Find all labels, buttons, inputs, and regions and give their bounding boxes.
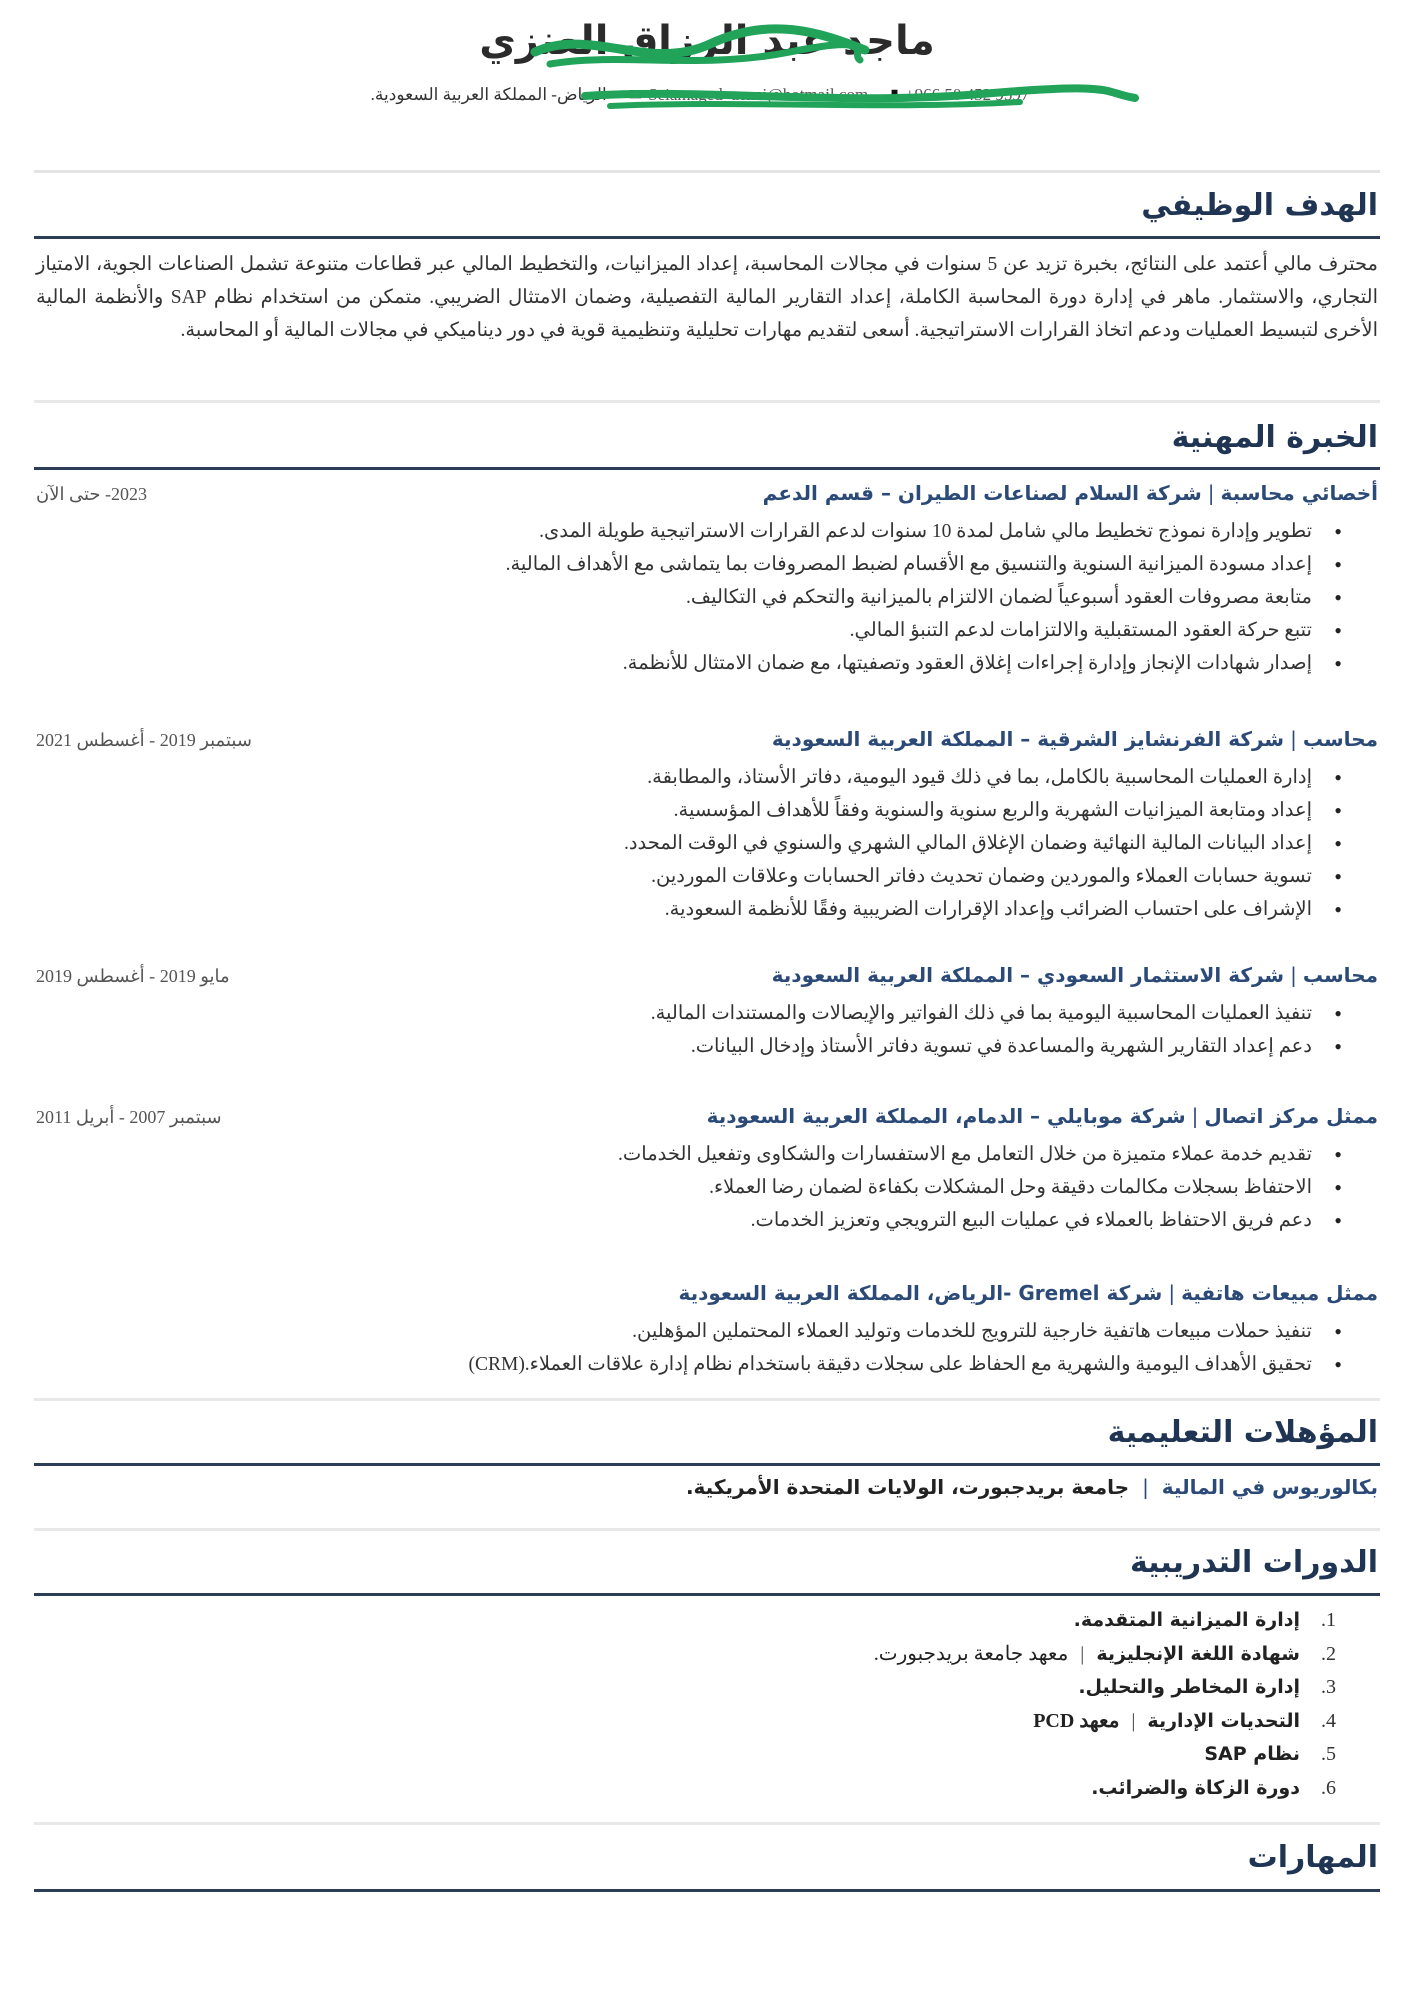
- course-title: التحديات الإدارية: [1147, 1709, 1300, 1732]
- list-item: [874, 1738, 1336, 1772]
- courses-end-divider: [34, 1822, 1380, 1825]
- job-company: شركة الاستثمار السعودي – المملكة العربية السعودية: [771, 963, 1285, 987]
- job-entry: [36, 1281, 1378, 1381]
- objective-summary: محترف مالي أعتمد على النتائج، بخبرة تزيد عن 5 سنوات في مجالات المحاسبة، إعداد الميزانيات، والتخطيط المالي عبر قطاعات متنوعة تشمل الصناعات الجوية، الامتياز التجاري، والاستثمار. ماهر في إدارة دورة المحاسبة الكاملة، إعداد التقارير المالية التفصيلية، وضمان الامتثال الضريبي. متمكن من استخدام نظام SAP والأنظمة المالية الأخرى لتبسيط العمليات ودعم اتخاذ القرارات الاستراتيجية. أسعى لتقديم مهارات تحليلية وتنظيمية قوية في دور ديناميكي في مجالات المالية أو المحاسبة.: [36, 254, 1378, 341]
- list-item: • إعداد البيانات المالية النهائية وضمان الإغلاق المالي الشهري والسنوي في الوقت المحدد.: [36, 827, 1342, 860]
- list-item: • دعم فريق الاحتفاظ بالعملاء في عمليات البيع الترويجي وتعزيز الخدمات.: [36, 1204, 1342, 1237]
- list-item: 4. التحديات الإدارية | معهد PCD: [874, 1705, 1336, 1739]
- candidate-name: ماجد عبد الرزاق العنزي: [479, 18, 935, 64]
- section-education-title: المؤهلات التعليمية: [1107, 1415, 1378, 1450]
- course-title: إدارة الميزانية المتقدمة.: [1073, 1609, 1300, 1631]
- job-header: [36, 1104, 1378, 1138]
- job-title: محاسب|شركة الاستثمار السعودي – المملكة العربية السعودية: [771, 963, 1378, 987]
- envelope-icon: ✉: [628, 87, 643, 104]
- job-role: محاسب: [1302, 727, 1378, 751]
- course-title: نظام SAP: [1204, 1743, 1300, 1765]
- objective-end-divider: [34, 400, 1380, 403]
- phone-icon: ▮: [890, 87, 899, 104]
- location-text: الرياض- المملكة العربية السعودية.: [370, 85, 607, 104]
- list-item: [874, 1604, 1336, 1638]
- experience-end-divider: [34, 1398, 1380, 1401]
- list-item: • إصدار شهادات الإنجاز وإدارة إجراءات إغلاق العقود وتصفيتها، مع ضمان الامتثال للأنظمة.: [36, 647, 1342, 680]
- job-header: [36, 1281, 1378, 1315]
- contact-email[interactable]: [629, 85, 868, 105]
- contact-location: [371, 85, 607, 105]
- job-date: سبتمبر 2019 - أغسطس 2021: [36, 730, 252, 750]
- job-entry: [36, 481, 1378, 680]
- job-header: [36, 481, 1378, 515]
- course-number: 2.: [1321, 1642, 1336, 1665]
- header-divider: [34, 170, 1380, 173]
- job-date: 2023- حتى الآن: [36, 484, 148, 504]
- contact-phone: [890, 85, 1029, 105]
- list-item: 2. شهادة اللغة الإنجليزية | معهد جامعة بريدجبورت.: [874, 1638, 1336, 1672]
- courses-rule: [34, 1593, 1380, 1596]
- section-experience-title: الخبرة المهنية: [1171, 420, 1378, 455]
- job-entry: [36, 1104, 1378, 1237]
- education-end-divider: [34, 1528, 1380, 1531]
- course-title: شهادة اللغة الإنجليزية: [1096, 1642, 1300, 1665]
- job-title: أخصائي محاسبة|شركة السلام لصناعات الطيران – قسم الدعم: [762, 481, 1378, 505]
- job-company: شركة السلام لصناعات الطيران – قسم الدعم: [762, 481, 1202, 505]
- course-number: 3.: [1321, 1676, 1336, 1698]
- job-bullets: [36, 1315, 1378, 1381]
- job-title: ممثل مركز اتصال|شركة موبايلي – الدمام، المملكة العربية السعودية: [706, 1104, 1378, 1128]
- job-role: ممثل مركز اتصال: [1204, 1104, 1378, 1128]
- skills-rule: [34, 1889, 1380, 1892]
- experience-rule: [34, 467, 1380, 470]
- list-item: • تنفيذ حملات مبيعات هاتفية خارجية للترويج للخدمات وتوليد العملاء المحتملين المؤهلين.: [36, 1315, 1342, 1348]
- job-header: [36, 727, 1378, 761]
- list-item: • الإشراف على احتساب الضرائب وإعداد الإقرارات الضريبية وفقًا للأنظمة السعودية.: [36, 893, 1342, 926]
- list-item: • تتبع حركة العقود المستقبلية والالتزامات لدعم التنبؤ المالي.: [36, 614, 1342, 647]
- job-role: محاسب: [1302, 963, 1378, 987]
- course-number: 5.: [1321, 1743, 1336, 1765]
- section-skills-title: المهارات: [1247, 1840, 1378, 1875]
- list-item: • إدارة العمليات المحاسبية بالكامل، بما في ذلك قيود اليومية، دفاتر الأستاذ، والمطابقة.: [36, 761, 1342, 794]
- list-item: • إعداد مسودة الميزانية السنوية والتنسيق مع الأقسام لضبط المصروفات بما يتماشى مع الأهداف المالية.: [36, 548, 1342, 581]
- course-number: 4.: [1321, 1709, 1336, 1732]
- job-entry: [36, 963, 1378, 1063]
- job-entry: [36, 727, 1378, 926]
- email-address[interactable]: Seiamaged_aenzi@hotmail.com: [648, 85, 869, 104]
- job-bullets: [36, 1138, 1378, 1237]
- course-provider: معهد جامعة بريدجبورت.: [873, 1642, 1069, 1665]
- course-provider: معهد PCD: [1033, 1709, 1120, 1732]
- list-item: • الاحتفاظ بسجلات مكالمات دقيقة وحل المشكلات بكفاءة لضمان رضا العملاء.: [36, 1171, 1342, 1204]
- job-company: شركة الفرنشايز الشرقية – المملكة العربية السعودية: [771, 727, 1285, 751]
- list-item: • تنفيذ العمليات المحاسبية اليومية بما في ذلك الفواتير والإيصالات والمستندات المالية.: [36, 997, 1342, 1030]
- education-rule: [34, 1463, 1380, 1466]
- education-degree: بكالوريوس في المالية: [1161, 1475, 1378, 1499]
- job-bullets: [36, 997, 1378, 1063]
- job-role: أخصائي محاسبة: [1220, 481, 1378, 505]
- course-number: 1.: [1321, 1609, 1336, 1631]
- course-title: دورة الزكاة والضرائب.: [1091, 1776, 1300, 1799]
- course-number: 6.: [1321, 1776, 1336, 1799]
- job-bullets: [36, 761, 1378, 926]
- job-company: شركة Gremel -الرياض، المملكة العربية السعودية: [678, 1281, 1163, 1305]
- section-objective-title: الهدف الوظيفي: [1141, 188, 1378, 223]
- list-item: • تسوية حسابات العملاء والموردين وضمان تحديث دفاتر الحسابات وعلاقات الموردين.: [36, 860, 1342, 893]
- list-item: • متابعة مصروفات العقود أسبوعياً لضمان الالتزام بالميزانية والتحكم في التكاليف.: [36, 581, 1342, 614]
- job-role: ممثل مبيعات هاتفية: [1181, 1281, 1378, 1305]
- phone-number: +966 50 452 9597: [904, 85, 1030, 104]
- job-bullets: [36, 515, 1378, 680]
- job-date: مايو 2019 - أغسطس 2019: [36, 966, 230, 986]
- job-title: محاسب|شركة الفرنشايز الشرقية – المملكة العربية السعودية: [771, 727, 1378, 751]
- job-date: سبتمبر 2007 - أبريل 2011: [36, 1107, 222, 1127]
- list-item: • إعداد ومتابعة الميزانيات الشهرية والربع سنوية والسنوية وفقاً للأهداف المؤسسية.: [36, 794, 1342, 827]
- job-header: [36, 963, 1378, 997]
- list-item: • تقديم خدمة عملاء متميزة من خلال التعامل مع الاستفسارات والشكاوى وتفعيل الخدمات.: [36, 1138, 1342, 1171]
- list-item: • تحقيق الأهداف اليومية والشهرية مع الحفاظ على سجلات دقيقة باستخدام نظام إدارة علاقات العملاء.(CRM): [36, 1348, 1342, 1381]
- objective-rule: [34, 236, 1380, 239]
- list-item: [874, 1671, 1336, 1705]
- job-title: ممثل مبيعات هاتفية|شركة Gremel -الرياض، المملكة العربية السعودية: [678, 1281, 1378, 1305]
- job-company: شركة موبايلي – الدمام، المملكة العربية السعودية: [706, 1104, 1186, 1128]
- course-title: إدارة المخاطر والتحليل.: [1078, 1676, 1300, 1698]
- list-item: • تطوير وإدارة نموذج تخطيط مالي شامل لمدة 10 سنوات لدعم القرارات الاستراتيجية طويلة المدى.: [36, 515, 1342, 548]
- education-institution: جامعة بريدجبورت، الولايات المتحدة الأمريكية.: [685, 1475, 1130, 1499]
- courses-list: [874, 1604, 1378, 1805]
- contact-bar: [250, 85, 1150, 105]
- section-courses-title: الدورات التدريبية: [1129, 1545, 1378, 1580]
- education-entry: بكالوريوس في المالية | جامعة بريدجبورت، الولايات المتحدة الأمريكية.: [685, 1475, 1378, 1499]
- list-item: • دعم إعداد التقارير الشهرية والمساعدة في تسوية دفاتر الأستاذ وإدخال البيانات.: [36, 1030, 1342, 1063]
- list-item: [874, 1772, 1336, 1806]
